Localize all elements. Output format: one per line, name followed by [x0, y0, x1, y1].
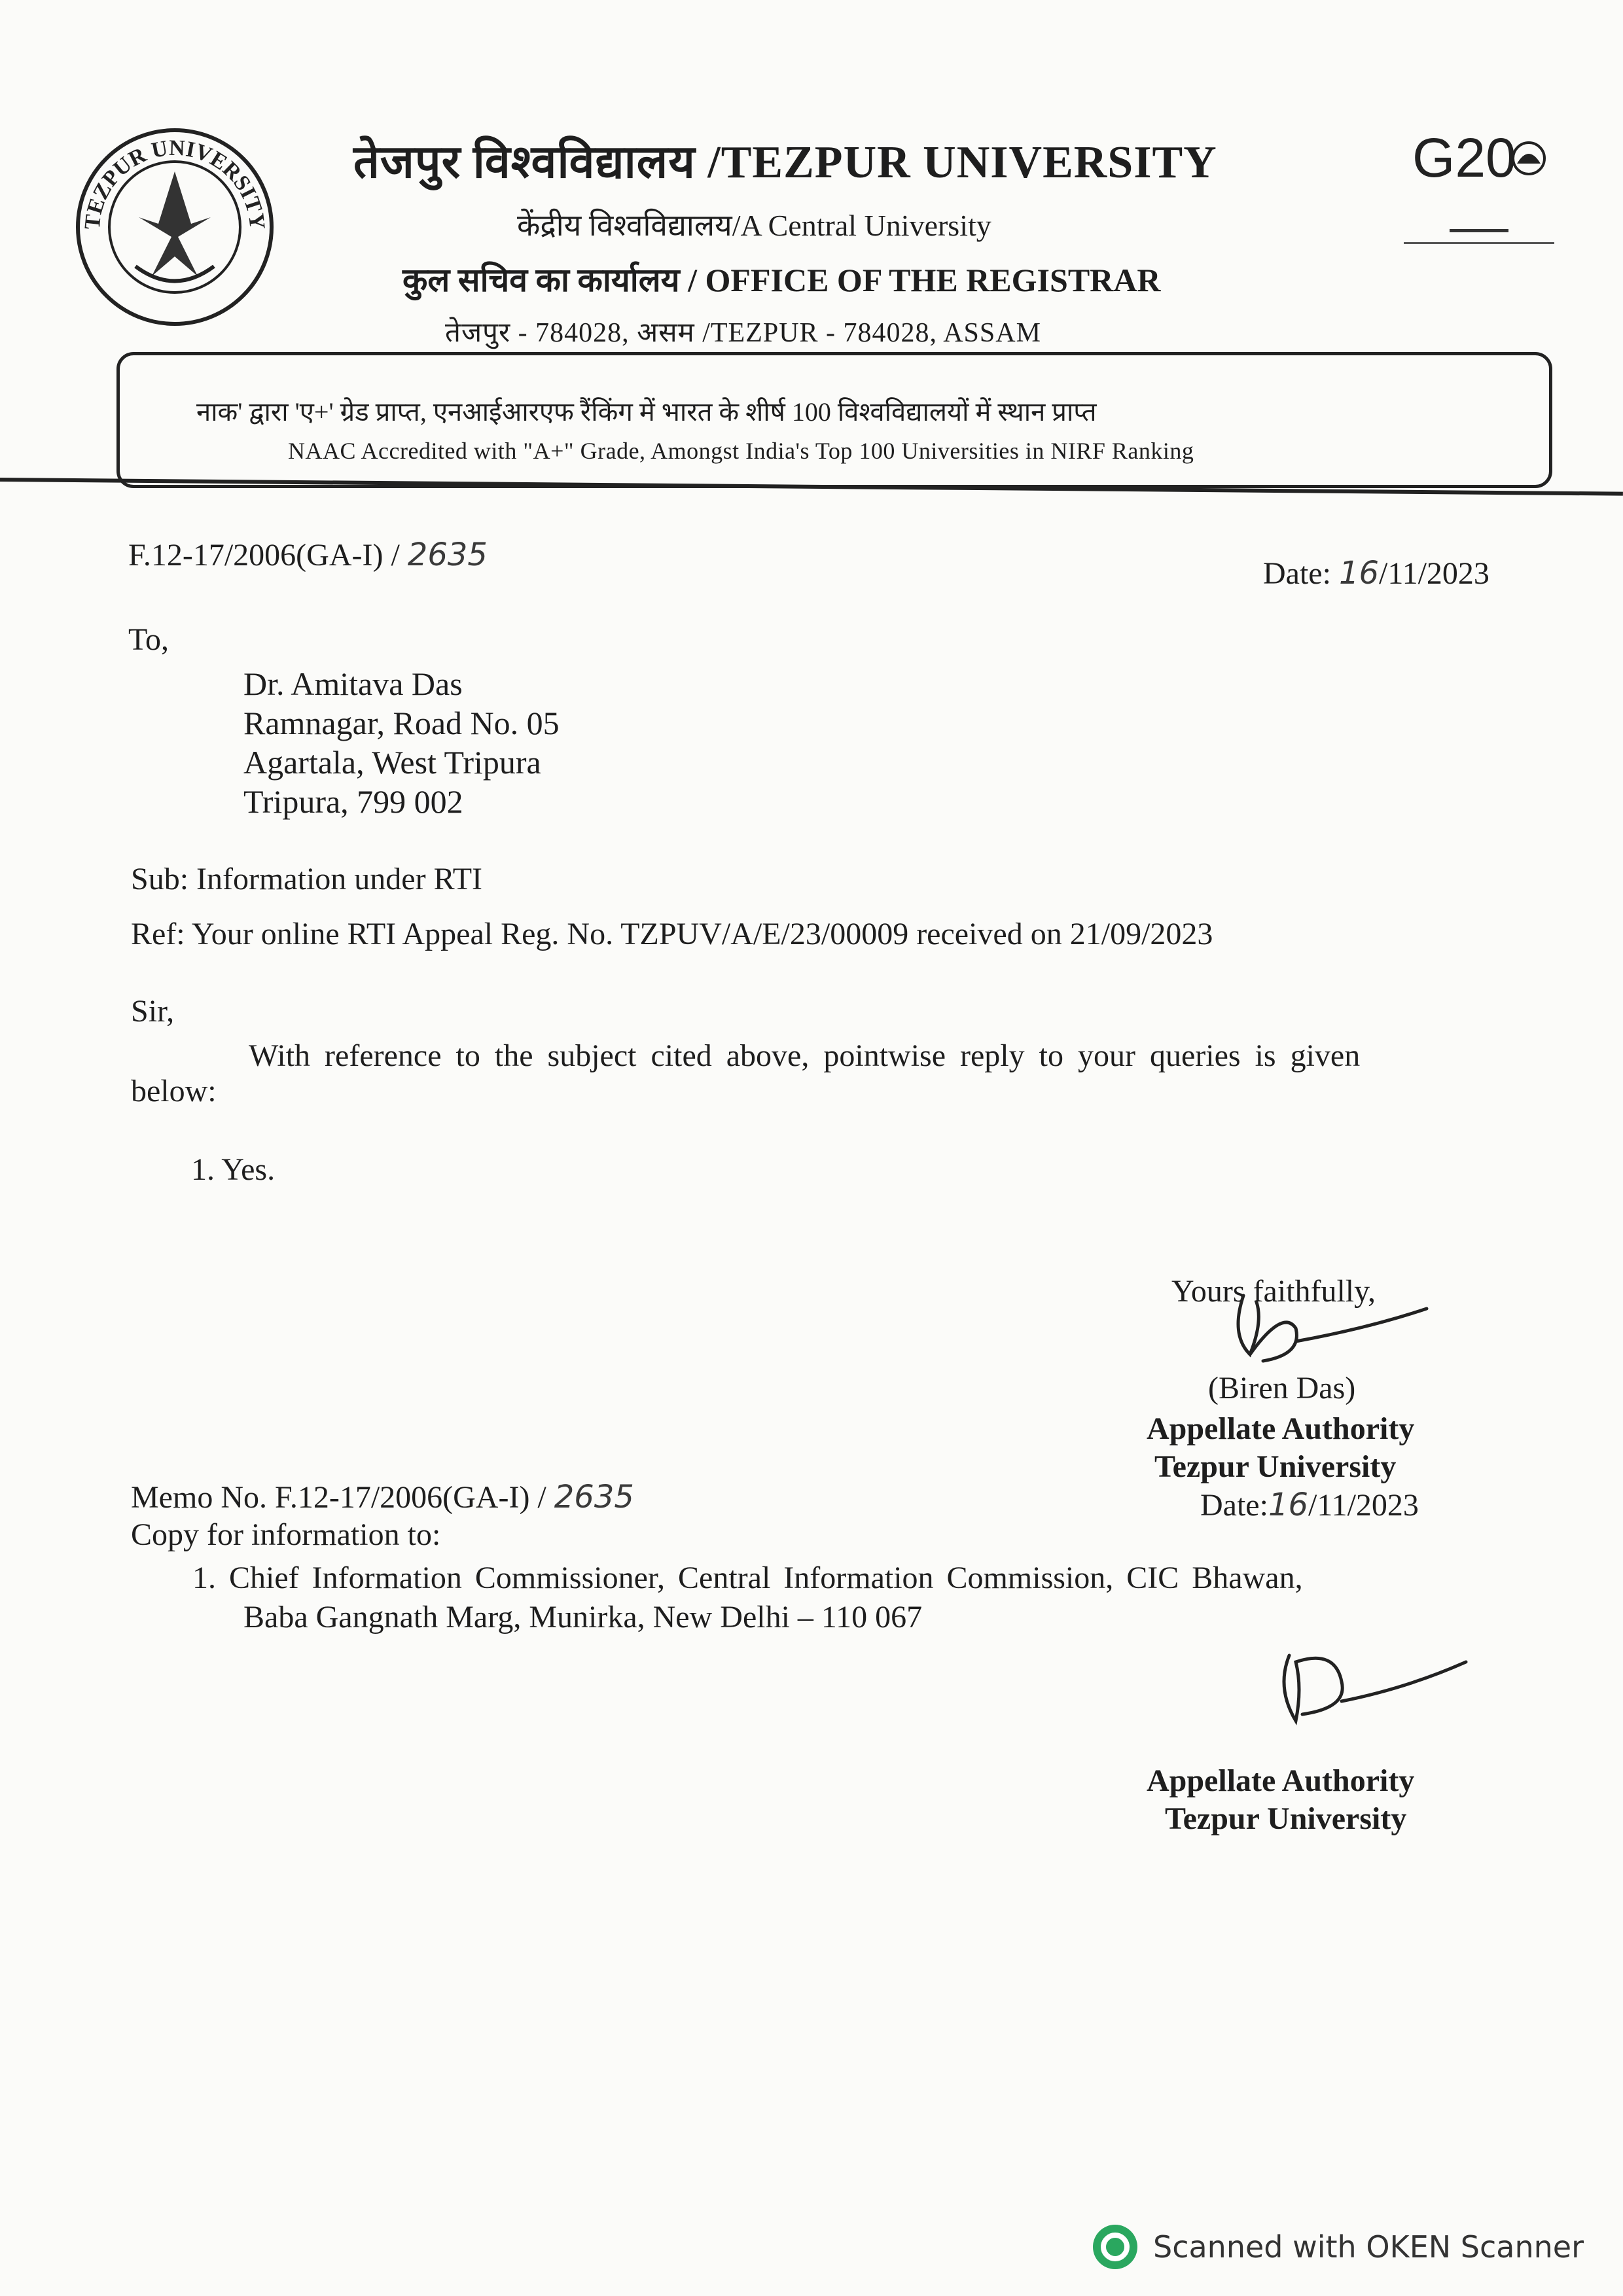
date-label: Date: — [1263, 556, 1339, 591]
file-reference — [128, 537, 488, 573]
date-month-year: /11/2023 — [1379, 556, 1489, 591]
naac-text-english: NAAC Accredited with "A+" Grade, Amongst India's Top 100 Universities in NIRF Ranking — [288, 438, 1194, 464]
memo-number-handwritten: 2635 — [554, 1479, 634, 1515]
reply-paragraph: With reference to the subject cited above, pointwise reply to your queries is given — [249, 1038, 1361, 1073]
g20-emblem-caption — [1397, 226, 1561, 253]
memo-number-label: Memo No. F.12-17/2006(GA-I) / — [131, 1480, 554, 1515]
scanner-logo-icon — [1092, 2223, 1139, 2270]
svg-text:G20: G20 — [1412, 127, 1516, 188]
recipient-line: Ramnagar, Road No. 05 — [243, 705, 560, 741]
scanner-text: Scanned with OKEN Scanner — [1153, 2229, 1584, 2265]
scanner-watermark — [1092, 2223, 1584, 2270]
file-number-handwritten: 2635 — [407, 537, 488, 573]
signatory-name: (Biren Das) — [1208, 1371, 1356, 1405]
signature-date — [1200, 1487, 1419, 1523]
university-title: तेजपुर विश्वविद्यालय /TEZPUR UNIVERSITY — [353, 137, 1217, 188]
recipient-line: Tripura, 799 002 — [243, 783, 463, 820]
reply-point: 1. Yes. — [191, 1152, 276, 1187]
date-day-handwritten: 16 — [1338, 555, 1380, 592]
salutation-sir: Sir, — [131, 994, 175, 1029]
file-number: F.12-17/2006(GA-I) / — [128, 538, 408, 573]
university-seal-logo — [73, 126, 276, 328]
signature-handwritten — [1276, 1649, 1472, 1754]
subject-line: Sub: Information under RTI — [131, 862, 483, 896]
closing: Yours faithfully, — [1171, 1274, 1376, 1309]
naac-text-hindi: नाक' द्वारा 'ए+' ग्रेड प्राप्त, एनआईआरएफ रैंकिंग में भारत के शीर्ष 100 विश्वविद्यालयों में स्थान प्राप्त — [196, 397, 1097, 427]
memo-number — [131, 1479, 634, 1515]
copy-recipient-address: Baba Gangnath Marg, Munirka, New Delhi – 110 067 — [243, 1600, 923, 1634]
recipient-line: Agartala, West Tripura — [243, 744, 541, 781]
recipient-line: Dr. Amitava Das — [243, 665, 463, 702]
university-address: तेजपुर - 784028, असम /TEZPUR - 784028, ASSAM — [445, 318, 1041, 348]
reference-line: Ref: Your online RTI Appeal Reg. No. TZPUV/A/E/23/00009 received on 21/09/2023 — [131, 917, 1213, 951]
copy-label: Copy for information to: — [131, 1517, 441, 1552]
signatory-institution: Tezpur University — [1154, 1449, 1397, 1484]
svg-text:TEZPUR UNIVERSITY: TEZPUR UNIVERSITY — [80, 135, 270, 231]
date-label: Date: — [1200, 1488, 1268, 1523]
date-month-year: /11/2023 — [1308, 1488, 1419, 1523]
g20-logo — [1412, 124, 1550, 196]
reply-paragraph-continued: below: — [131, 1074, 217, 1108]
university-subtitle: केंद्रीय विश्वविद्यालय/A Central University — [517, 209, 991, 242]
copy-recipient: 1. Chief Information Commissioner, Central Information Commission, CIC Bhawan, — [192, 1561, 1303, 1595]
memo-signatory-designation: Appellate Authority — [1147, 1763, 1415, 1798]
letter-date — [1263, 555, 1489, 592]
signatory-designation: Appellate Authority — [1147, 1411, 1415, 1446]
office-name: कुल सचिव का कार्यालय / OFFICE OF THE REGISTRAR — [402, 262, 1161, 298]
date-day-handwritten: 16 — [1268, 1487, 1309, 1523]
salutation-to: To, — [128, 622, 169, 657]
memo-signatory-institution: Tezpur University — [1165, 1801, 1407, 1836]
